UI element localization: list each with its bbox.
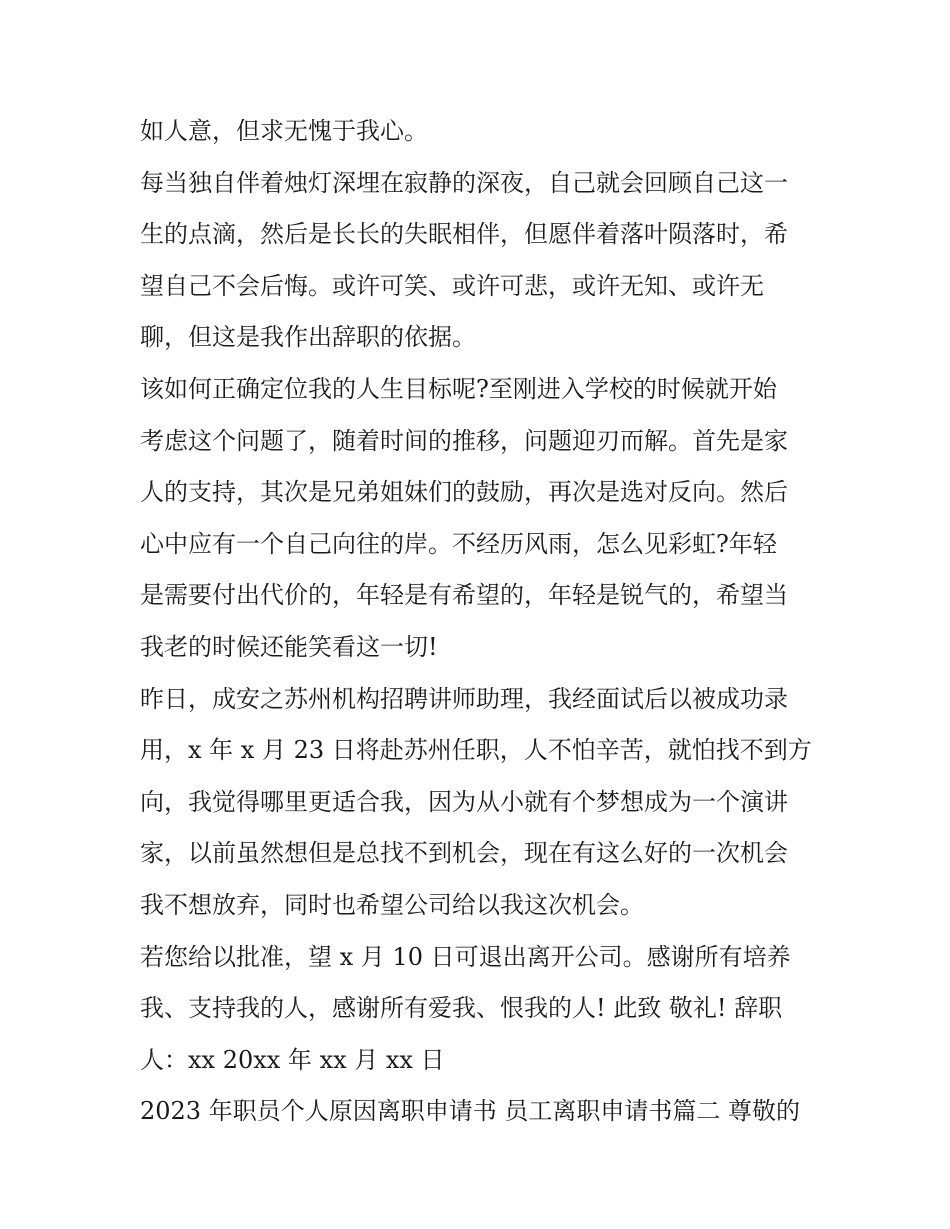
text-line: 我不想放弃，同时也希望公司给以我这次机会。: [140, 890, 644, 919]
text-line: 昨日，成安之苏州机构招聘讲师助理，我经面试后以被成功录: [140, 684, 788, 713]
document-text-body: [140, 106, 815, 1138]
text-line: 我老的时候还能笑看这一切!: [140, 632, 438, 661]
text-line: 望自己不会后悔。或许可笑、或许可悲，或许无知、或许无: [140, 271, 764, 300]
text-line: 每当独自伴着烛灯深埋在寂静的深夜，自己就会回顾自己这一: [140, 168, 788, 197]
text-line: 考虑这个问题了，随着时间的推移，问题迎刃而解。首先是家: [140, 426, 788, 455]
text-line: 家，以前虽然想但是总找不到机会，现在有这么好的一次机会: [140, 839, 788, 868]
text-line: 生的点滴，然后是长长的失眠相伴，但愿伴着落叶陨落时，希: [140, 220, 788, 249]
text-line: 用，x 年 x 月 23 日将赴苏州任职，人不怕辛苦，就怕找不到方: [140, 736, 812, 765]
text-line: 若您给以批准，望 x 月 10 日可退出离开公司。感谢所有培养: [140, 942, 791, 971]
text-line: 是需要付出代价的，年轻是有希望的，年轻是锐气的，希望当: [140, 581, 788, 610]
text-line: 如人意，但求无愧于我心。: [140, 117, 428, 145]
text-line: 人的支持，其次是兄弟姐妹们的鼓励，再次是选对反向。然后: [140, 478, 788, 507]
text-line: 人：xx 20xx 年 xx 月 xx 日: [140, 1045, 445, 1074]
text-line: 我、支持我的人，感谢所有爱我、恨我的人! 此致 敬礼! 辞职: [140, 994, 783, 1023]
text-line: 向，我觉得哪里更适合我，因为从小就有个梦想成为一个演讲: [140, 787, 788, 816]
text-line: 2023 年职员个人原因离职申请书 员工离职申请书篇二 尊敬的: [140, 1097, 800, 1126]
text-line: 聊，但这是我作出辞职的依据。: [140, 323, 476, 352]
text-line: 心中应有一个自己向往的岸。不经历风雨，怎么见彩虹?年轻: [140, 529, 777, 558]
text-line: 该如何正确定位我的人生目标呢?至刚进入学校的时候就开始: [140, 374, 777, 403]
